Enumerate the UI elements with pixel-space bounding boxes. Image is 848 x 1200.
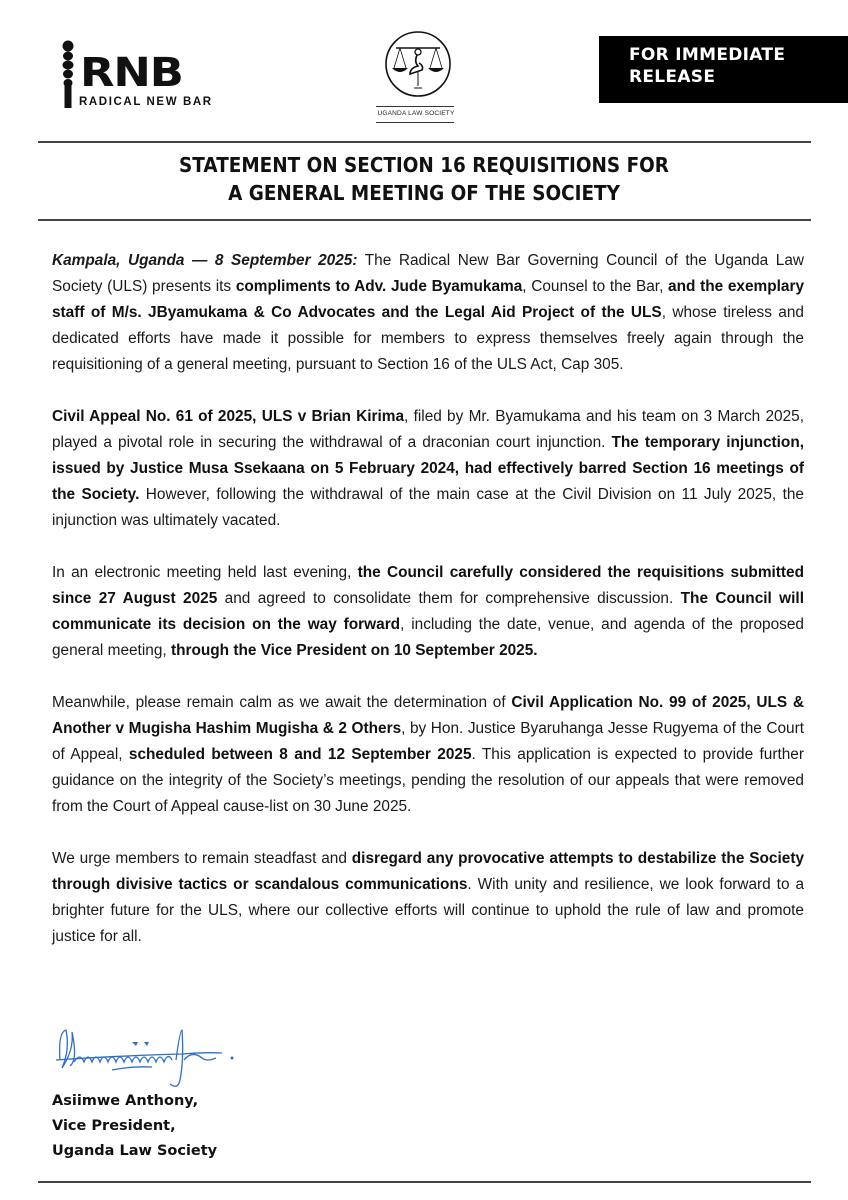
- signatory-name: Asiimwe Anthony,: [52, 1093, 199, 1109]
- paragraph-4: [52, 690, 804, 820]
- text-segment: Meanwhile, please remain calm as we await the determination of: [52, 694, 512, 711]
- rnb-name: RADICAL NEW BAR: [79, 96, 213, 108]
- uls-name: UGANDA LAW SOCIETY: [377, 110, 455, 117]
- emphasis-segment: disregard any provocative attempts to destabilize the Society through divisive tactics or scandalous communications: [52, 850, 804, 893]
- text-segment: In an electronic meeting held last evening,: [52, 564, 358, 581]
- uls-logo: [374, 30, 474, 117]
- paragraph-3: [52, 560, 804, 664]
- release-badge-line1: FOR IMMEDIATE: [629, 45, 786, 65]
- title-line-1: STATEMENT ON SECTION 16 REQUISITIONS FOR: [179, 153, 669, 177]
- emphasis-segment: through the Vice President on 10 September 2025.: [170, 642, 538, 659]
- emphasis-segment: The temporary injunction, issued by Justice Musa Ssekaana on 5 February 2024, had effectively barred Section 16 meetings of the Society.: [52, 434, 804, 503]
- text-segment: , including the date, venue, and agenda of the proposed general meeting,: [52, 616, 804, 659]
- signatory-block: [52, 1089, 217, 1164]
- emphasis-segment: compliments to Adv. Jude Byamukama: [235, 278, 523, 295]
- footer-rule: [38, 1181, 811, 1183]
- text-segment: . This application is expected to provide further guidance on the integrity of the Society’s meetings, pending the resolution of our appeals that were removed from the Court of Appeal cause-list on 30 June 2025.: [52, 746, 804, 815]
- signatory-organization: Uganda Law Society: [52, 1143, 218, 1159]
- title-top-rule: [38, 141, 811, 143]
- signatory-position: Vice President,: [52, 1118, 176, 1134]
- release-badge-line2: RELEASE: [629, 67, 716, 87]
- emphasis-segment: The Council will communicate its decision on the way forward: [52, 590, 804, 633]
- text-segment: However, following the withdrawal of the main case at the Civil Division on 11 July 2025, the injunction was ultimately vacated.: [52, 486, 804, 529]
- paragraph-2: [52, 404, 804, 534]
- divider: [376, 122, 454, 123]
- page-title: [34, 151, 814, 207]
- paragraph-5: [52, 846, 804, 950]
- emphasis-segment: scheduled between 8 and 12 September 2025: [128, 746, 472, 763]
- title-bottom-rule: [38, 219, 811, 221]
- scales-crane-icon: [384, 30, 452, 98]
- signature-icon: [52, 1020, 252, 1098]
- text-segment: , by Hon. Justice Byaruhanga Jesse Rugyema of the Court of Appeal,: [52, 720, 804, 763]
- text-segment: , filed by Mr. Byamukama and his team on 3 March 2025, played a pivotal role in securing the withdrawal of a draconian court injunction.: [52, 408, 805, 451]
- text-segment: We urge members to remain steadfast and: [52, 850, 352, 867]
- text-segment: The Radical New Bar Governing Council of the Uganda Law Society (ULS) presents its: [52, 252, 805, 295]
- emphasis-segment: and the exemplary staff of M/s. JByamukama & Co Advocates and the Legal Aid Project of the ULS: [52, 278, 805, 321]
- release-badge: [599, 36, 848, 103]
- statement-body: [52, 248, 804, 976]
- emphasis-segment: the Council carefully considered the requisitions submitted since 27 August 2025: [52, 564, 805, 607]
- emphasis-segment: Kampala, Uganda — 8 September 2025:: [52, 252, 358, 269]
- rnb-logo: [58, 40, 213, 110]
- emphasis-segment: Civil Application No. 99 of 2025, ULS & Another v Mugisha Hashim Mugisha & 2 Others: [52, 694, 804, 737]
- text-segment: , whose tireless and dedicated efforts have made it possible for members to express themselves freely again through the requisitioning of a general meeting, pursuant to Section 16 of the ULS Act, Cap 305.: [52, 304, 804, 373]
- text-segment: and agreed to consolidate them for comprehensive discussion.: [217, 590, 681, 607]
- title-line-2: A GENERAL MEETING OF THE SOCIETY: [228, 181, 620, 205]
- text-segment: . With unity and resilience, we look forward to a brighter future for the ULS, where our collective efforts will continue to uphold the rule of law and promote justice for all.: [52, 876, 805, 945]
- rnb-wordmark: RNB: [80, 50, 183, 96]
- divider: [376, 106, 454, 107]
- text-segment: , Counsel to the Bar,: [522, 278, 669, 295]
- paragraph-1: [52, 248, 804, 378]
- mace-icon: [58, 40, 78, 108]
- emphasis-segment: Civil Appeal No. 61 of 2025, ULS v Brian Kirima: [52, 408, 405, 425]
